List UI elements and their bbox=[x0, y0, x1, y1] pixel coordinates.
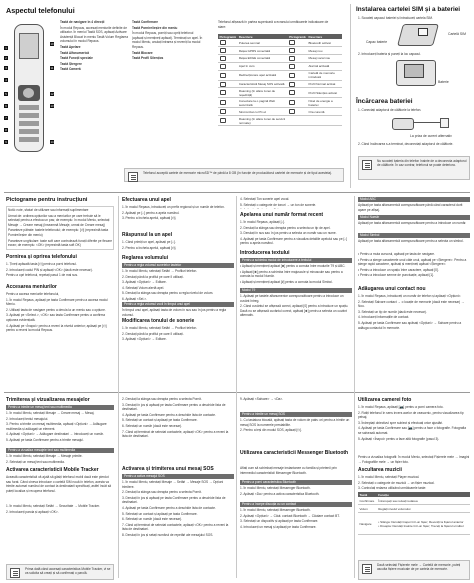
roaming-out-icon bbox=[220, 118, 226, 123]
messages-title: Trimiterea și vizualizarea mesajelor bbox=[6, 397, 90, 403]
call-icon bbox=[220, 64, 226, 69]
warning-note-icon bbox=[362, 160, 372, 170]
msg-step: 1. În modul Meniu, selectați Mesaje → Creare mesaj → Mesaj. bbox=[6, 411, 95, 415]
menu-step: 1. În modul Repaus, apăsați pe tasta Confirmare pentru a accesa modul Meniu. bbox=[6, 297, 108, 307]
icon-desc: Cartelă de memorie introdusă bbox=[307, 70, 342, 80]
icon-desc: Mesaj nou bbox=[307, 47, 342, 55]
section-divider-1 bbox=[4, 192, 470, 193]
icon-desc: Alarmă activată bbox=[307, 62, 342, 70]
sos-steps-top bbox=[122, 397, 234, 449]
power-steps bbox=[6, 262, 114, 282]
icon-desc: Apel în curs bbox=[237, 62, 287, 70]
num-text: Apăsați pe tasta alfanumerică corespunzătoare pentru a introduce un număr. bbox=[358, 221, 467, 225]
th-function: Funcție bbox=[377, 492, 470, 497]
music-title: Ascultarea muzicii bbox=[358, 467, 402, 473]
sos-step: 3. Derulați în jos și apăsați pe tasta Confirmare pentru a deschide lista de destinatari. bbox=[122, 495, 226, 505]
callout-4: 4 bbox=[5, 78, 7, 82]
profile-silent-icon bbox=[289, 90, 295, 95]
music-keys-table bbox=[358, 492, 470, 535]
sos-title: Activarea și trimiterea unui mesaj SOS bbox=[122, 466, 214, 472]
top-column-divider bbox=[350, 4, 351, 188]
pictograms-table bbox=[6, 206, 114, 250]
msg-step: 5. Apăsați pe tasta Confirmare pentru a trimite mesajul. bbox=[6, 437, 84, 442]
music-step: 3. Controlați redarea utilizând următoarele taste: bbox=[358, 486, 427, 491]
memory-card-icon bbox=[289, 73, 295, 78]
answer-steps bbox=[122, 240, 234, 252]
text-extra bbox=[358, 252, 470, 282]
edge-icon bbox=[220, 56, 226, 61]
callout-11: 11 bbox=[50, 66, 54, 70]
th-desc-2: Descriere bbox=[307, 34, 342, 39]
note-icon bbox=[362, 564, 372, 574]
th-key: Tastă bbox=[358, 492, 377, 497]
tracker-steps bbox=[6, 504, 114, 520]
ringtone-step: 1. În modul Meniu, selectați Setări → Profiluri telefon. bbox=[122, 326, 198, 330]
dial-step: 1. În modul Repaus, apăsați [⌕]. bbox=[240, 220, 286, 224]
callout-14: 14 bbox=[50, 140, 54, 144]
callout-text-7: Tastă Ștergere bbox=[60, 61, 82, 66]
battery-shape bbox=[404, 64, 424, 78]
dial-steps bbox=[240, 220, 352, 246]
note-icon bbox=[10, 568, 20, 578]
tracker-text: Această caracteristică vă ajută să găsiți telefonul mobil dacă este pierdut sau furat. Când cineva introduce o cartelă SIM nouă în telefon, acesta va trimite automat numărul de contact la destinatarii specificați, astfel încât să puteți localiza și recupera telefonul. bbox=[6, 475, 112, 493]
messenger-title: Utilizarea caracteristicii Messenger Bluetooth bbox=[240, 450, 349, 456]
sos-steps bbox=[122, 480, 234, 580]
sim-card-shape bbox=[418, 28, 428, 36]
menu-steps bbox=[6, 292, 114, 340]
th-icon-1: Pictogramă bbox=[219, 34, 236, 39]
icon-desc: Rețea GPRS conectată bbox=[237, 47, 287, 55]
volume-step: 5. Derulați la stânga sau dreapta pentru a regla nivelul de volum. bbox=[122, 291, 214, 296]
messenger-steps-b bbox=[240, 508, 352, 580]
sos-step: 4. Apăsați pe tasta Confirmare pentru a deschide lista de contacte. bbox=[122, 505, 216, 510]
message-icon bbox=[289, 48, 295, 53]
clock-icon bbox=[289, 109, 295, 114]
music-note-text: Dacă selectați Fișierele mele → Cartelă de memorie, puteți asculta fișiere muzicale de pe cartela de memorie. bbox=[377, 563, 461, 572]
callout-text-6: Tastă Pornire/ieșire din meniu bbox=[132, 25, 178, 30]
voicemail-icon bbox=[289, 56, 295, 61]
charge-step-2: 2. Când încărcarea s-a terminat, deconectați adaptorul de călătorie. bbox=[358, 142, 454, 146]
sos-step: 2. Derulați la stânga sau dreapta pentru a selecta Pornit. bbox=[122, 490, 202, 495]
ringtone-steps bbox=[122, 326, 234, 342]
callout-12: 12 bbox=[50, 92, 54, 96]
callout-13: 13 bbox=[50, 104, 54, 108]
volume-step: 2. Derulați până la profilul pe care îl utilizați. bbox=[122, 274, 184, 279]
sos-step: 1. În modul Meniu, selectați Mesaje → Setări → Mesaje SOS → Opțiuni trimitere. bbox=[122, 480, 224, 489]
status-intro: Telefonul afișează în partea superioară a ecranului următoarele indicatoare de stare: bbox=[218, 20, 329, 29]
callout-8: 8 bbox=[5, 128, 7, 132]
icon-desc: Bluetooth activat bbox=[307, 39, 342, 47]
text-title: Introducerea textului bbox=[240, 250, 290, 256]
ringtone-step bbox=[240, 208, 352, 209]
contact-step: 5. Apăsați pe tasta Confirmare sau apăsați <Opțiuni> → Salvare pentru a adăuga contactul în memorie. bbox=[358, 320, 462, 330]
sos-step: 3. Derulați în jos și apăsați pe tasta Confirmare pentru a deschide lista de destinatari. bbox=[122, 402, 226, 412]
roaming-icon bbox=[220, 90, 226, 95]
t9-step: 1. Apăsați pe tastele alfanumerice corespunzătoare pentru a introduce un cuvânt întreg. bbox=[240, 294, 344, 303]
music-function: Întrerupeți sau reluați redarea bbox=[377, 497, 470, 505]
label-battery-cover: Capac baterie bbox=[366, 40, 388, 44]
table-row bbox=[358, 513, 470, 535]
tracker-step: 1. În modul Meniu, selectați Setări → Securitate → Mobile Tracker. bbox=[6, 504, 100, 508]
dial-step: 2. Derulați la stânga sau dreapta pentru a selecta un tip de apel. bbox=[240, 225, 331, 230]
t9-mode-bar: Modul T9 bbox=[240, 288, 352, 293]
contact-title: Adăugarea unui contact nou bbox=[358, 286, 426, 292]
volume-call-text: În timpul unui apel, apăsați tasta de volum în sus sau în jos pentru a regla volumul. bbox=[122, 308, 227, 316]
icon-desc: Sincronizat cu PC-ul bbox=[237, 108, 287, 116]
num-mode-bar: Modul Număr bbox=[358, 215, 470, 220]
sym-mode-bar: Modul Simbol bbox=[358, 233, 470, 238]
charger-cable bbox=[414, 122, 440, 123]
signal-icon bbox=[220, 40, 226, 45]
label-sim-card: Cartelă SIM bbox=[448, 32, 466, 36]
msg-step: 2. Introduceți textul mesajului. bbox=[6, 416, 49, 421]
sos-step: 9. Apăsați <Salvare> → <Da>. bbox=[240, 397, 284, 401]
menu-step: 3. Apăsați pe <Select.>, <OK> sau tasta Confirmare pentru a confirma opțiunea evidențiată. bbox=[6, 313, 106, 322]
msg-send-steps bbox=[6, 411, 114, 447]
dial-step: 4. Apăsați pe tasta Confirmare pentru a vizualiza detaliile apelului sau pe [⌕] pentru a apela numărul. bbox=[240, 236, 348, 246]
volume-steps bbox=[122, 269, 234, 301]
secure-web-icon bbox=[220, 100, 226, 105]
callout-9: 9 bbox=[5, 140, 7, 144]
sos-step: 6. Selectați un număr (dacă este necesar). bbox=[122, 517, 183, 522]
icon-desc: Nivel de energie a bateriei bbox=[307, 98, 342, 108]
callout-3: 3 bbox=[5, 66, 7, 70]
section-divider-2 bbox=[4, 392, 470, 393]
charge-note-text: Nu scoateți bateria din telefon înainte de a deconecta adaptorul de călătorie. În caz contrar, telefonul se poate deteriora. bbox=[377, 159, 467, 168]
alarm-icon bbox=[289, 64, 295, 69]
music-function: • Stânga: Derulați înapoi într-un fișier; Reveniți la fișierul anterior • Dreapta: Derulați înainte într-un fișier; Treceți la fișierul următor bbox=[377, 513, 470, 535]
icon-desc: Conectare la o pagină Web securizată bbox=[237, 98, 287, 108]
table-row bbox=[218, 70, 342, 80]
text-tip: • Pentru a introduce un spațiu între caractere, apăsați [0]. bbox=[358, 267, 439, 272]
note-icon bbox=[128, 172, 138, 182]
sim-title: Instalarea cartelei SIM și a bateriei bbox=[356, 6, 461, 13]
table-row bbox=[218, 62, 342, 70]
callout-text-5: Tastă Confirmare bbox=[132, 20, 158, 24]
table-row bbox=[218, 39, 342, 47]
menu-step: Pentru a accesa meniurile telefonului, bbox=[6, 292, 60, 296]
abc-mode-bar: Modul ABC bbox=[358, 197, 470, 202]
icon-desc: Mesaj vocal nou bbox=[307, 55, 342, 63]
msg-send-bar: Pentru a trimite un mesaj text sau multimedia bbox=[6, 405, 114, 410]
call-steps bbox=[122, 205, 234, 229]
volume-step: 6. Apăsați <Sel.>. bbox=[122, 296, 147, 301]
callout-text-3: Tastă Alfanumerică bbox=[60, 50, 90, 55]
status-icon-table bbox=[218, 34, 342, 126]
music-steps bbox=[358, 475, 470, 491]
msg-view-bar: Pentru a vizualiza mesajele text sau multimedia bbox=[6, 448, 114, 453]
callout-body-left: În modul Repaus, accesați meniurile definite de utilizator. În meniul Tastă SOS, apăsați Activare Asistență Blocat în meniu Tastă Volum Reglarea volumului în modul Repaus. bbox=[60, 25, 128, 44]
call-forward-icon bbox=[220, 73, 226, 78]
camera-view: Pentru a vizualiza fotografii: În modul Meniu, selectați Fișierele mele → Imagini → Fotografiile mele → un fișier foto. bbox=[358, 455, 470, 464]
sos-step: 7. Când ați terminat de selectat contactele, apăsați <OK> pentru a reveni la lista de destinatari. bbox=[122, 522, 229, 532]
volume-step: 3. Apăsați <Opțiuni> → Editare. bbox=[122, 280, 167, 285]
th-desc-1: Descriere bbox=[237, 34, 287, 39]
label-battery: Baterie bbox=[438, 80, 449, 84]
msg-view-step: 1. În modul Meniu, selectați Mesaje → Mesaje primite. bbox=[6, 454, 83, 458]
pict-row-note: Notă: note, sfaturi de utilizare sau informații suplimentare bbox=[8, 208, 89, 212]
text-mode: • Apăsați [✱] pentru a schimba între majuscule și minuscule sau pentru a comuta la modul Număr. bbox=[240, 269, 343, 279]
callout-text-4: Tastă Funcții speciale bbox=[60, 56, 93, 61]
camera-step: 3. Îndreptați obiectivul spre subiect și efectuați orice ajustări. bbox=[358, 420, 444, 425]
pict-row-follow: Urmat de: ordinea opțiunilor sau a meniurilor pe care trebuie să le selectați pentru a efectua un pas; de exemplu: în modul Meniu, selectați Mesaje → Creare mesaj (înseamnă Mesaje, urmat de Creare mesaj) bbox=[8, 213, 110, 227]
sos-step: 7. Când ați terminat de selectat contactele, apăsați <OK> pentru a reveni la lista de destinatari. bbox=[122, 429, 229, 439]
camera-step: 1. În modul Repaus, apăsați [📷] pentru a porni camera foto. bbox=[358, 405, 444, 409]
answer-title: Răspunsul la un apel bbox=[122, 232, 173, 238]
bluetooth-icon bbox=[289, 40, 295, 45]
icon-desc: Roaming (în afara zonei de servicii normale) bbox=[237, 116, 287, 126]
table-row bbox=[218, 55, 342, 63]
memory-card-note-text: Telefonul acceptă cartele de memorie microSD™ de până la 8 GB (în funcție de producătorul cartelei de memorie și de tipul acesteia). bbox=[143, 171, 333, 175]
music-function: Reglați nivelul volumului bbox=[377, 505, 470, 513]
pc-sync-icon bbox=[220, 109, 226, 114]
text-mode: • Apăsați și mențineți apăsat [✱] pentru a comuta între modurile T9 și ABC. bbox=[240, 264, 346, 268]
sos-step: 2. Derulați la stânga sau dreapta pentru a selecta Pornit. bbox=[122, 397, 202, 401]
messenger-steps-a bbox=[240, 486, 352, 500]
table-row bbox=[218, 108, 342, 116]
sos-step: 8. Derulați în jos și setați numărul de repetări ale mesajului SOS. bbox=[122, 532, 214, 537]
ringtone-step: 4. Selectați Ton sonerie apel vocal. bbox=[240, 197, 290, 201]
sos-send-step: 2. Pentru a ieși din modul SOS, apăsați [⏻]. bbox=[240, 428, 302, 433]
pict-row-brackets: Paranteze pătrate: tastele telefonului; de exemplu: [⏻] (reprezintă tasta Pornire/Ieșire din meniu) bbox=[8, 228, 109, 237]
callout-6: 6 bbox=[5, 104, 7, 108]
icon-desc: Ora curentă bbox=[307, 108, 342, 116]
sos-send-step: 1. Cu tastatura blocată, apăsați tasta de volum de patru ori pentru a trimite un mesaj SOS la numerele prestabilite. bbox=[240, 418, 350, 427]
icon-desc: Rețea EDGE conectată bbox=[237, 55, 287, 63]
power-step: 1. Țineți apăsată tasta [⏻] pentru a porni telefonul. bbox=[6, 262, 77, 266]
column-divider-2 bbox=[236, 196, 237, 578]
answer-step: 2. Pentru a încheia apelul, apăsați [⏻]. bbox=[122, 245, 177, 250]
volume-bar-keys: Pentru a regla volumul sunetelor tastelor bbox=[122, 263, 234, 268]
battery-icon bbox=[289, 100, 295, 105]
contact-step: 3. Selectați un tip de număr (dacă este necesar). bbox=[358, 309, 427, 314]
phone-front-illustration bbox=[14, 24, 44, 152]
sos-activate-bar: Pentru a activa mesajul SOS bbox=[122, 474, 234, 479]
music-key: Volum bbox=[358, 505, 377, 513]
text-tip: • Pentru a șterge caracterele unul câte unul, apăsați pe <Ștergere>. Pentru a șterge rapid caractere, apăsați și mențineți apăsat <Ștergere>. bbox=[358, 257, 467, 267]
table-row bbox=[218, 47, 342, 55]
call-step: 1. În modul Repaus, introduceți un prefix regional și un număr de telefon. bbox=[122, 205, 225, 209]
callout-texts-right bbox=[132, 20, 204, 168]
call-step: 2. Apăsați pe [⌕] pentru a apela numărul. bbox=[122, 210, 180, 215]
column-divider-1 bbox=[118, 196, 119, 578]
phone-screen bbox=[19, 33, 39, 59]
table-row bbox=[358, 505, 470, 513]
label-charger: La priza de curent alternativ bbox=[410, 134, 452, 138]
ringtone-title: Modificarea tonului de sonerie bbox=[122, 318, 195, 324]
power-step: 2. Introduceți codul PIN și apăsați <OK> (dacă este necesar). bbox=[6, 267, 93, 272]
navigation-key-icon bbox=[23, 88, 34, 98]
text-modes bbox=[240, 264, 352, 286]
camera-step: 4. Apăsați pe tasta Confirmare sau [📷] pentru a face o fotografie. Fotografia se salvează automat. bbox=[358, 426, 466, 435]
contact-steps bbox=[358, 294, 470, 340]
ringtone-steps-cont bbox=[240, 197, 352, 209]
volume-step: 1. În modul Meniu, selectați Setări → Profiluri telefon. bbox=[122, 269, 198, 273]
sos-step: 5. Selectați un contact și apăsați pe tasta Confirmare. bbox=[122, 511, 198, 516]
sos-step: 6. Selectați un număr (dacă este necesar). bbox=[122, 423, 183, 428]
callout-text-1: Tastă de navigare în 4 direcții bbox=[60, 20, 105, 24]
text-tip: • Pentru a muta cursorul, apăsați pe tasta de navigare. bbox=[358, 252, 435, 256]
menus-title: Accesarea meniurilor bbox=[6, 284, 57, 290]
power-step: Pentru a opri telefonul, repetați pasul 1 de mai sus. bbox=[6, 273, 78, 278]
abc-text: Apăsați pe tasta alfanumerică corespunzătoare până când caracterul dorit apare pe afișaj. bbox=[358, 203, 463, 212]
icon-desc: Profil Silențios activat bbox=[307, 88, 342, 98]
msg-step: 3. Pentru a trimite un mesaj multimedia, apăsați <Opțiuni> → Adăugare multimedia și adăugați un element. bbox=[6, 422, 107, 431]
pict-row-angle: Paranteze unghiulare: taste soft care controlează funcții diferite pe fiecare ecran; de exemplu: <OK> (reprezintă tasta soft OK) bbox=[8, 238, 113, 248]
icon-desc: Roaming (în afara zonei de reședință) bbox=[237, 88, 287, 98]
camera-steps bbox=[358, 405, 470, 453]
ringtone-step: 5. Selectați o categorie de tonuri → un ton de sonerie. bbox=[240, 202, 317, 207]
callout-text-2: Tastă Apelare bbox=[60, 44, 81, 49]
icon-desc: Caracteristică Mesaj SOS activată bbox=[237, 80, 287, 88]
t9-steps bbox=[240, 294, 352, 340]
charge-note bbox=[358, 156, 470, 180]
sos-send-bar: Pentru a trimite un mesaj SOS bbox=[240, 412, 352, 417]
camera-title: Utilizarea camerei foto bbox=[358, 397, 412, 403]
gprs-icon bbox=[220, 48, 226, 53]
call-step: 3. Pentru a încheia apelul, apăsați [⏻]. bbox=[122, 216, 177, 221]
callout-5: 5 bbox=[5, 92, 7, 96]
music-step: 2. Selectați o categorie de muzică → un fișier muzical. bbox=[358, 480, 435, 485]
tracker-step: 2. Introduceți parola și apăsați <OK>. bbox=[6, 509, 59, 514]
sos-icon bbox=[220, 82, 226, 87]
volume-bar-call: Pentru a regla volumul vocii în timpul unui apel bbox=[122, 302, 234, 307]
music-note bbox=[358, 560, 470, 580]
contact-step: 4. Introduceți informațiile de contact. bbox=[358, 315, 410, 320]
sos-step: 4. Apăsați pe tasta Confirmare pentru a deschide lista de contacte. bbox=[122, 412, 216, 417]
volume-title: Reglarea volumului bbox=[122, 255, 169, 261]
msg-view-step: 2. Selectați un mesaj text sau multimedia. bbox=[6, 459, 65, 464]
ringtone-step: 3. Apăsați <Opțiuni> → Editare. bbox=[122, 337, 167, 342]
music-step: 1. În modul Meniu, selectați Player muzical. bbox=[358, 475, 420, 479]
callout-body-right: În modul Repaus, porniți sau opriți telefonul (apăsați și mențineți apăsat). Terminați un apel. În modul Meniu, anulați intrarea și reveniți la modul Repaus. bbox=[132, 31, 203, 49]
sim-step-1: 1. Scoateți capacul bateriei și introduceți cartela SIM. bbox=[358, 16, 433, 20]
sim-step-2: 2. Introduceți bateria și puneți la loc capacul. bbox=[358, 52, 421, 56]
callout-texts-left bbox=[60, 20, 130, 168]
callout-7: 7 bbox=[5, 116, 7, 120]
phone-keys-grid bbox=[19, 105, 39, 145]
music-key: Confirmare bbox=[358, 497, 377, 505]
icon-desc: Redirecționare apel activată bbox=[237, 70, 287, 80]
text-mode-bar: Pentru a schimba modul de introducere a textului bbox=[240, 258, 352, 263]
dial-title: Apelarea unui număr format recent bbox=[240, 212, 324, 218]
th-icon-2: Pictogramă bbox=[289, 34, 306, 39]
call-title: Efectuarea unui apel bbox=[122, 197, 171, 203]
camera-step: 5. Apăsați <Înapoi> pentru a face altă fotografie (pasul 3). bbox=[358, 436, 440, 441]
sos-step: 5. Selectați un contact și apăsați pe tasta Confirmare. bbox=[122, 418, 198, 423]
callout-10: 10 bbox=[50, 42, 54, 46]
charge-title: Încărcarea bateriei bbox=[356, 98, 413, 105]
msg-step: 4. Apăsați <Opțiuni> → Adăugare destinatari → Introduceți un număr. bbox=[6, 432, 104, 437]
pictograms-title: Pictograme pentru instrucțiuni bbox=[6, 197, 88, 203]
text-mode: • Apăsați și mențineți apăsat [#] pentru a comuta la modul Simbol. bbox=[240, 279, 333, 284]
profile-normal-icon bbox=[289, 82, 295, 87]
tracker-note-text: Prima dată când accesați caracteristica Mobile Tracker, vi se va solicita să creați și să confirmați o parolă. bbox=[25, 567, 111, 576]
messenger-step: 3. Selectați un dispozitiv și apăsați pe tasta Confirmare. bbox=[240, 519, 319, 524]
callout-1: 1 bbox=[5, 46, 7, 50]
callout-2: 2 bbox=[5, 56, 7, 60]
camera-step: 2. Rotiți telefonul în sens invers acelor de ceasornic, pentru vizualizarea tip peisaj. bbox=[358, 410, 464, 420]
volume-step: 4. Selectați Volum alertă apel. bbox=[122, 285, 165, 290]
charger-plug-icon bbox=[440, 118, 449, 128]
icon-desc: Puterea semnal bbox=[237, 39, 287, 47]
menu-step: 4. Apăsați pe <Înapoi> pentru a reveni la nivelul anterior; apăsați pe [⏻] pentru a reveni la modul Repaus. bbox=[6, 323, 107, 333]
messenger-step: 1. În modul Meniu, selectați Messenger Bluetooth. bbox=[240, 486, 311, 490]
messenger-bar-chat: Pentru a începe discuția cu un contact bbox=[240, 502, 352, 507]
messenger-bar-start: Pentru a porni caracteristica Bluetooth bbox=[240, 480, 352, 485]
table-row bbox=[218, 80, 342, 88]
table-row bbox=[218, 98, 342, 108]
messenger-step: 2. Apăsați <Opțiuni> → Căut. contact Bluetooth → Căutare contact BT. bbox=[240, 513, 340, 518]
menu-step: 2. Utilizați tasta de navigare pentru a derula la un meniu sau o opțiune. bbox=[6, 307, 106, 312]
text-tip: • Pentru a introduce semne de punctuație, apăsați [1]. bbox=[358, 273, 434, 278]
charger-phone-illustration bbox=[392, 118, 414, 130]
messenger-step: 2. Apăsați <Da> pentru a activa caracteristica Bluetooth. bbox=[240, 491, 320, 496]
table-row bbox=[218, 116, 342, 126]
aspect-title: Aspectul telefonului bbox=[6, 6, 75, 15]
sos-send-steps bbox=[240, 418, 352, 440]
dial-step: 3. Derulați în sus sau în jos pentru a selecta un număr sau un nume. bbox=[240, 231, 337, 236]
messenger-text: Aflați cum să schimbați mesaje instantanee cu familia și prietenii prin intermediul caracteristicii Messenger Bluetooth. bbox=[240, 466, 337, 475]
sos-steps-end bbox=[240, 397, 352, 411]
charge-step-1: 1. Conectați adaptorul de călătorie la telefon. bbox=[358, 108, 422, 112]
tracker-title: Activarea caracteristicii Mobile Tracker bbox=[6, 467, 99, 473]
messenger-step: 4. Introduceți un mesaj și apăsați pe tasta Confirmare. bbox=[240, 524, 317, 529]
messenger-step: 1. În modul Meniu, selectați Messenger Bluetooth. bbox=[240, 508, 311, 512]
table-row bbox=[358, 497, 470, 505]
column-divider-3 bbox=[354, 196, 355, 578]
tracker-note bbox=[6, 564, 114, 580]
icon-desc: Profil Normal activat bbox=[307, 80, 342, 88]
power-title: Pornirea și oprirea telefonului bbox=[6, 254, 77, 260]
music-key: Navigare bbox=[358, 513, 377, 535]
t9-step: 2. Când cuvântul se afișează corect, apăsați [0] pentru a introduce un spațiu. Dacă nu se afișează cuvântul corect, apăsați [✱] pentru a selecta un cuvânt alternativ. bbox=[240, 304, 349, 318]
contact-step: 2. Selectați Salvare contact → o locație de memorie (dacă este necesar) → Nou. bbox=[358, 299, 465, 309]
callout-text-8: Tastă Profil Silențios bbox=[132, 56, 164, 61]
table-row bbox=[218, 88, 342, 98]
msg-view-steps bbox=[6, 454, 114, 464]
sym-text: Apăsați pe tasta alfanumerică corespunzătoare pentru a selecta un simbol. bbox=[358, 239, 464, 243]
callout-text-9: Tastă Cameră bbox=[60, 67, 81, 72]
memory-card-note bbox=[124, 168, 344, 182]
answer-step: 1. Când primiți un apel, apăsați pe [⌕]. bbox=[122, 240, 176, 244]
callout-text-10: Tastă Blocare bbox=[132, 50, 153, 55]
contact-step: 1. În modul Repaus, introduceți un număr de telefon și apăsați <Opțiuni>. bbox=[358, 294, 462, 298]
ringtone-step: 2. Derulați până la profilul pe care îl utilizați. bbox=[122, 331, 184, 336]
